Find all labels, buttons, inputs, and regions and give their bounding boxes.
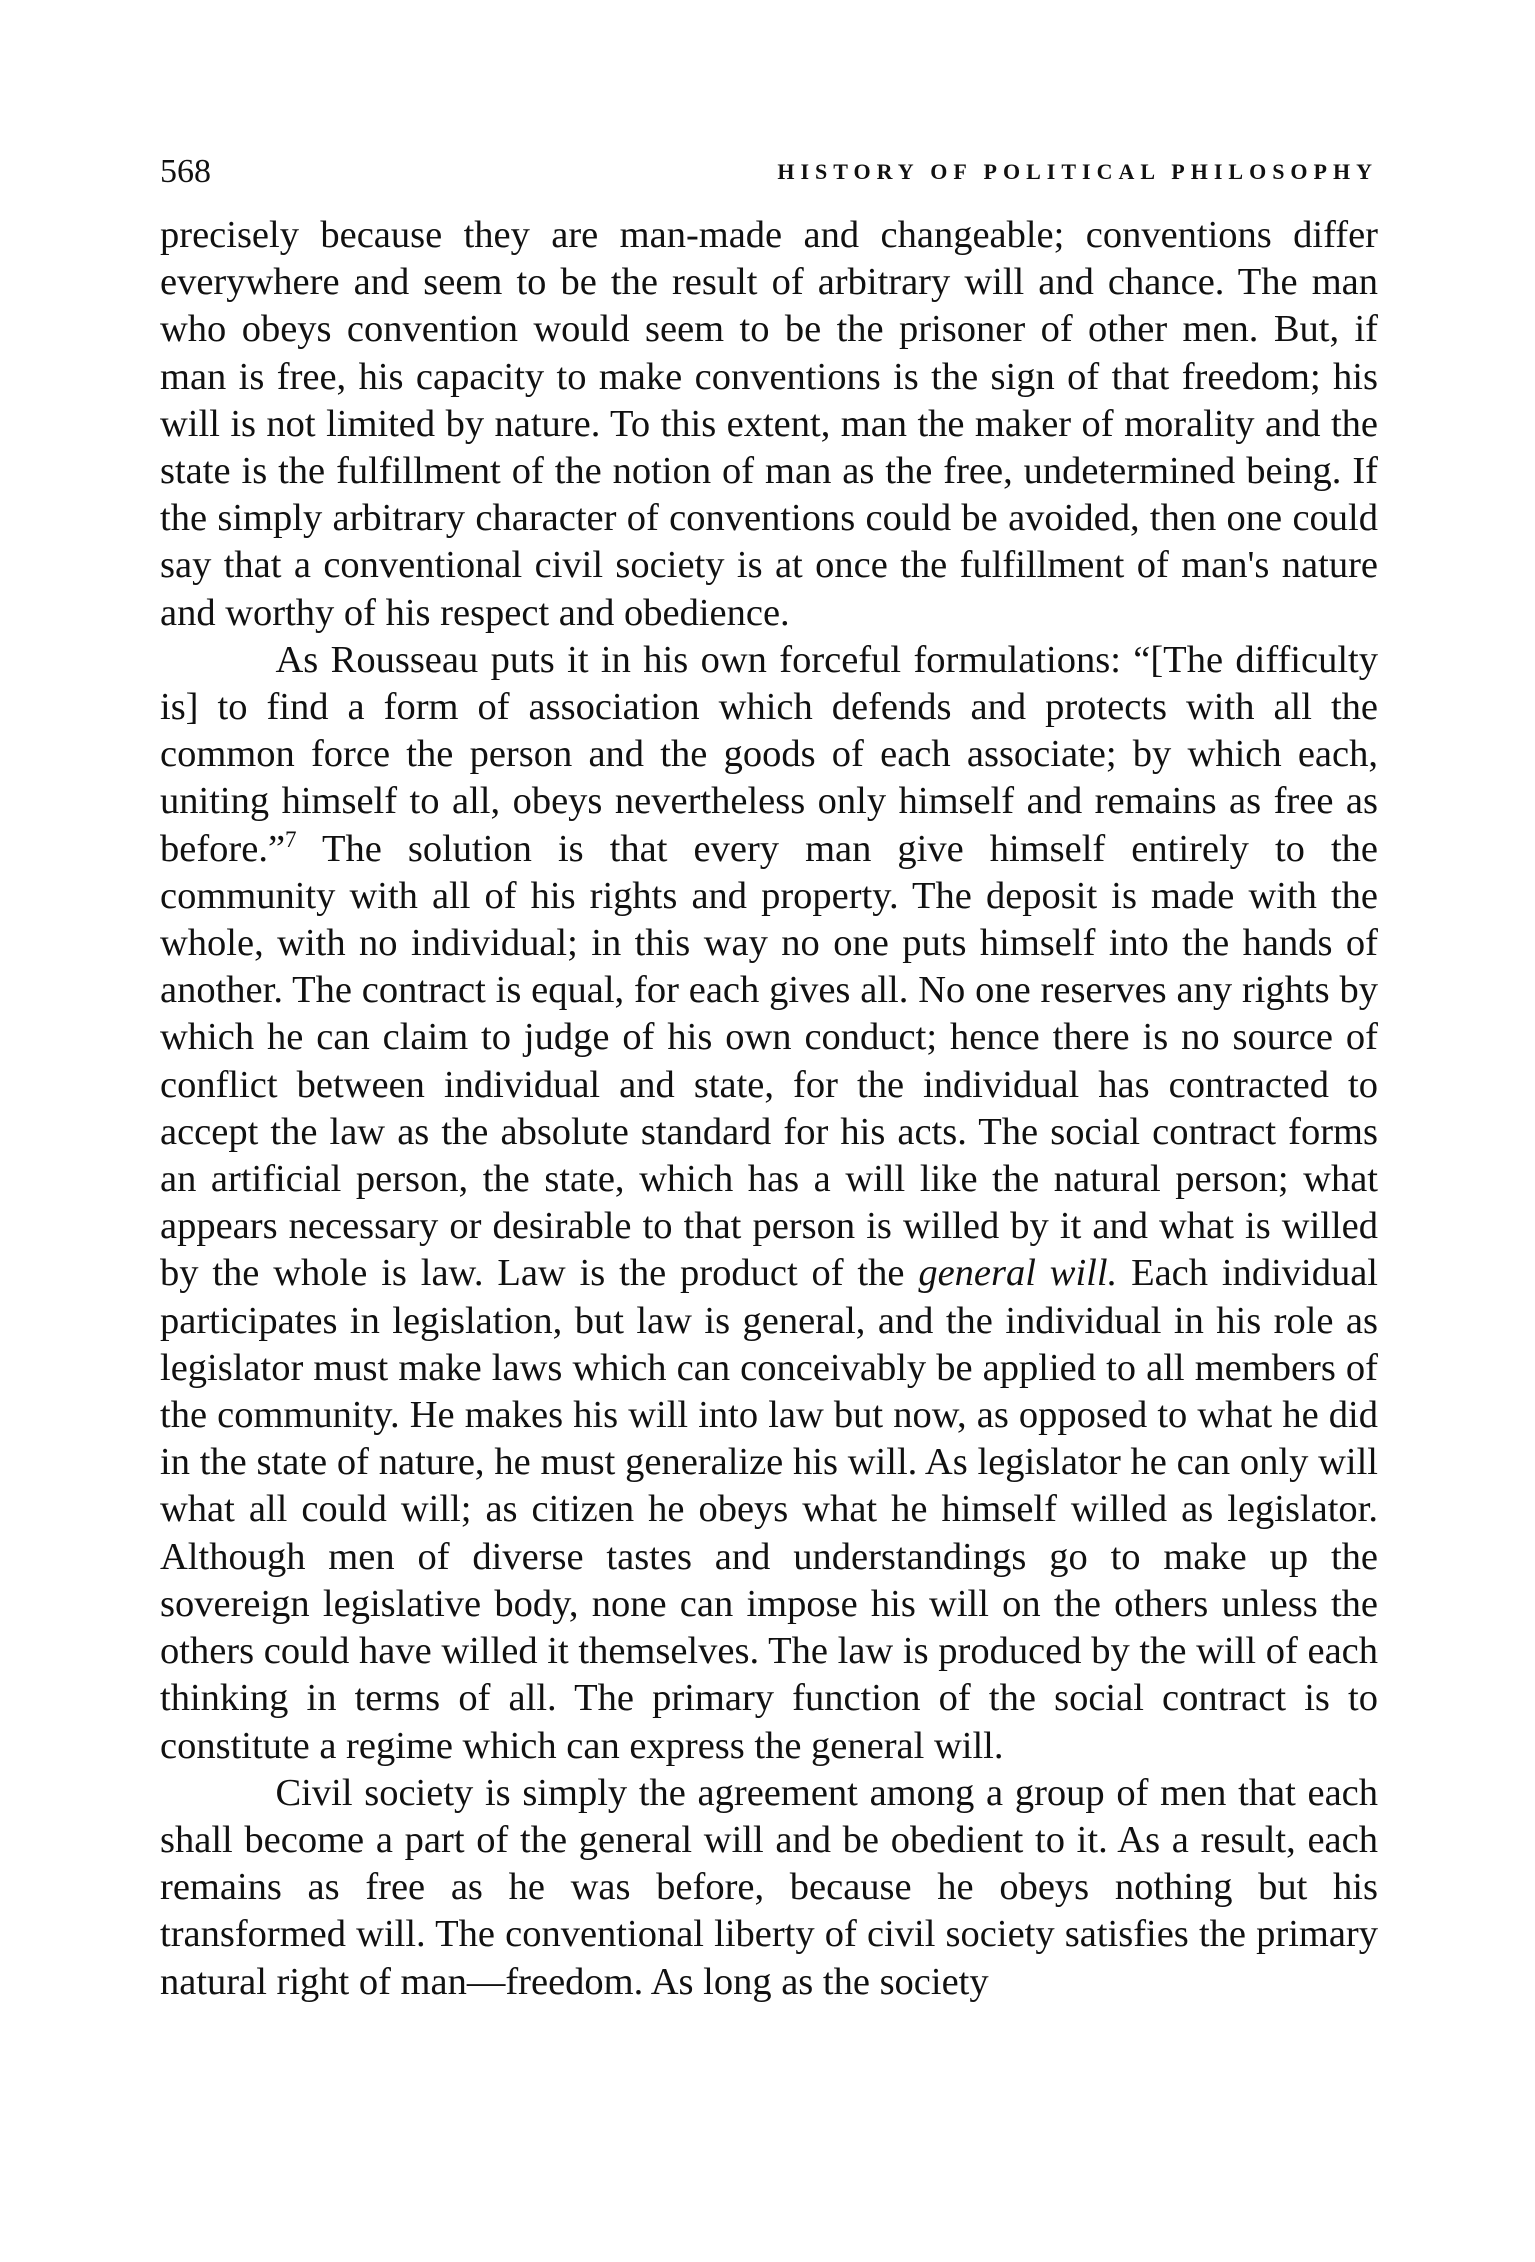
- book-page: [160, 148, 1378, 2006]
- paragraph-2-quote: As Rousseau puts it in his own forceful formulations: “[The difficulty is] to find a form of association which defends and protects with all the common force the person and the goods of each associate; by which each, uniting himself to all, obeys nevertheless only himself and remains as free as before.”: [160, 638, 1378, 870]
- page-header: [160, 148, 1378, 196]
- paragraph-3: Civil society is simply the agreement among a group of men that each shall become a part of the general will and be obedient to it. As a result, each remains as free as he was before, because he obeys nothing but his transformed will. The conventional liberty of civil society satisfies the primary natural right of man—freedom. As long as the society: [160, 1771, 1378, 2003]
- paragraph-2: [160, 637, 1378, 1770]
- running-head: HISTORY OF POLITICAL PHILOSOPHY: [777, 159, 1378, 184]
- body-text: [160, 212, 1378, 2006]
- paragraph-2-text: The solution is that every man give himself entirely to the community with all of his rights and property. The deposit is made with the whole, with no individual; in this way no one puts himself into the hands of another. The contract is equal, for each gives all. No one reserves any rights by which he can claim to judge of his own conduct; hence there is no source of conflict between individual and state, for the individual has contracted to accept the law as the absolute standard for his acts. The social contract forms an artificial person, the state, which has a will like the natural person; what appears necessary or desirable to that person is willed by it and what is willed by the whole is law. Law is the product of the: [160, 827, 1378, 1295]
- paragraph-1: precisely because they are man-made and changeable; conventions differ everywhere and seem to be the result of arbitrary will and chance. The man who obeys convention would seem to be the prisoner of other men. But, if man is free, his capacity to make conventions is the sign of that freedom; his will is not limited by nature. To this extent, man the maker of morality and the state is the fulfillment of the notion of man as the free, undetermined being. If the simply arbitrary character of conventions could be avoided, then one could say that a conventional civil society is at once the fulfillment of man's nature and worthy of his respect and obedience.: [160, 214, 1378, 634]
- footnote-reference: 7: [285, 825, 297, 852]
- page-number: 568: [160, 153, 211, 190]
- paragraph-2-continuation: Each individual participates in legislation, but law is general, and the individual in his role as legislator must make laws which can conceivably be applied to all members of the community. He makes his will into law but now, as opposed to what he did in the state of nature, he must generalize his will. As legislator he can only will what all could will; as citizen he obeys what he himself willed as legislator. Although men of diverse tastes and understandings go to make up the sovereign legislative body, none can impose his will on the others unless the others could have willed it themselves. The law is produced by the will of each thinking in terms of all. The primary function of the social contract is to constitute a regime which can express the general will.: [160, 1252, 1378, 1767]
- general-will-emphasis: general will.: [918, 1252, 1118, 1295]
